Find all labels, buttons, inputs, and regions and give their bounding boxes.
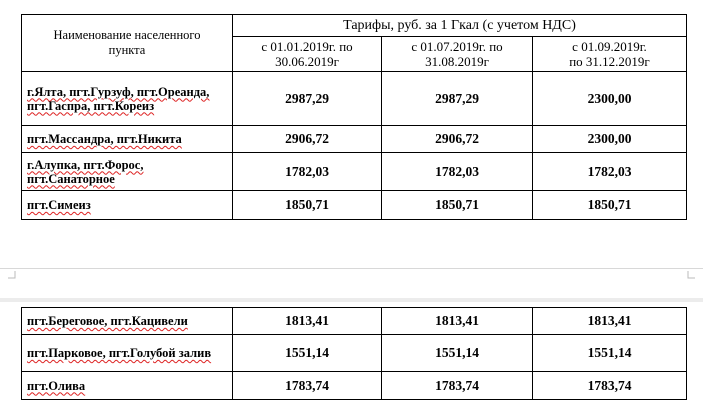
period-2-line-1: с 01.07.2019г. по [411,39,503,54]
tariff-value: 2300,00 [533,126,687,153]
tariff-value: 2987,29 [233,72,382,126]
tariff-value: 2300,00 [533,72,687,126]
tariff-value: 1551,14 [382,335,533,372]
period-2-line-2: 31.08.2019г [425,54,489,69]
tariff-value: 1850,71 [233,191,382,220]
tariff-value: 1782,03 [382,153,533,191]
tariff-value: 1782,03 [233,153,382,191]
tariff-table-bottom [21,307,687,400]
period-1-line-1: с 01.01.2019г. по [261,39,353,54]
margin-corner-mark [8,271,16,279]
settlement-name: пгт.Береговое, пгт.Кацивели [22,308,233,335]
settlement-name: г.Алупка, пгт.Форос, пгт.Санаторное [22,153,233,191]
table-row [22,372,687,400]
page-break [0,268,703,300]
table-row [22,308,687,335]
tariff-value: 2906,72 [233,126,382,153]
header-tariffs: Тарифы, руб. за 1 Гкал (с учетом НДС) [233,15,687,37]
tariff-value: 1813,41 [533,308,687,335]
tariff-value: 1783,74 [382,372,533,400]
table-row [22,72,687,126]
header-period-2 [382,37,533,72]
page-separator [0,298,703,302]
tariff-value: 1813,41 [382,308,533,335]
tariff-value: 1783,74 [233,372,382,400]
header-settlement-name: Наименование населенного пункта [22,15,233,72]
tariff-value: 1551,14 [533,335,687,372]
table-row [22,153,687,191]
tariff-value: 1551,14 [233,335,382,372]
table-row [22,126,687,153]
period-1-line-2: 30.06.2019г [275,54,339,69]
tariff-value: 1850,71 [382,191,533,220]
table-row [22,191,687,220]
settlement-name: пгт.Парковое, пгт.Голубой залив [22,335,233,372]
settlement-name: г.Ялта, пгт.Гурзуф, пгт.Ореанда, пгт.Гаспра, пгт.Кореиз [22,72,233,126]
settlement-name: пгт.Олива [22,372,233,400]
period-3-line-1: с 01.09.2019г. [572,39,647,54]
table-row [22,335,687,372]
tariff-value: 2906,72 [382,126,533,153]
tariff-value: 1782,03 [533,153,687,191]
settlement-name: пгт.Симеиз [22,191,233,220]
settlement-name: пгт.Массандра, пгт.Никита [22,126,233,153]
tariff-value: 1783,74 [533,372,687,400]
period-3-line-2: по 31.12.2019г [569,54,650,69]
tariff-value: 1813,41 [233,308,382,335]
tariff-table-top [21,14,687,220]
margin-corner-mark [687,271,695,279]
tariff-value: 2987,29 [382,72,533,126]
header-period-1 [233,37,382,72]
header-period-3 [533,37,687,72]
tariff-value: 1850,71 [533,191,687,220]
